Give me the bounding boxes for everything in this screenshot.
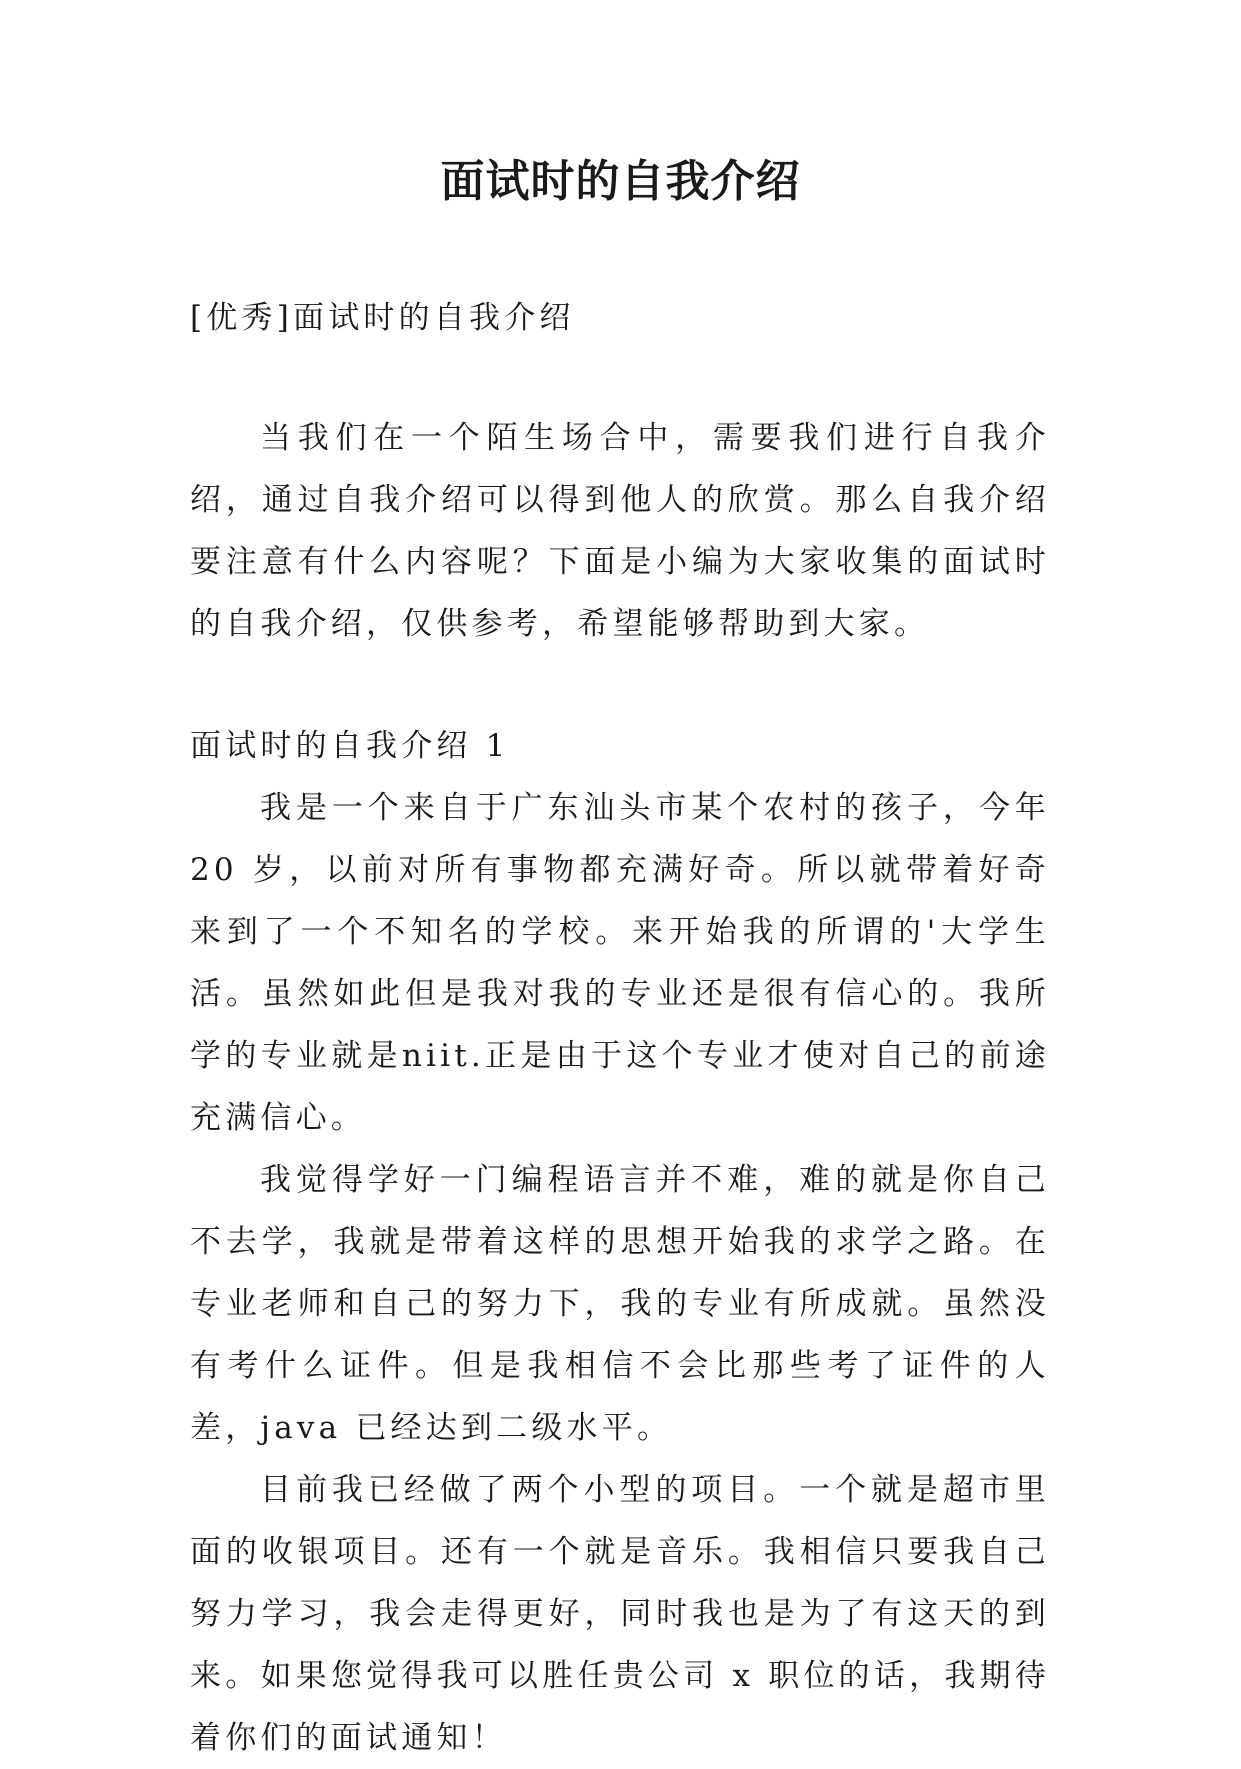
body-paragraph-1: 我是一个来自于广东汕头市某个农村的孩子，今年 20 岁，以前对所有事物都充满好奇。所以就带着好奇来到了一个不知名的学校。来开始我的所谓的'大学生活。虽然如此但是我对我的专业还是很有信心的。我所学的专业就是niit.正是由于这个专业才使对自己的前途充满信心。 [190, 790, 1050, 1136]
document-body [190, 287, 1050, 1769]
body-paragraph-3: 目前我已经做了两个小型的项目。一个就是超市里面的收银项目。还有一个就是音乐。我相信只要我自己努力学习，我会走得更好，同时我也是为了有这天的到来。如果您觉得我可以胜任贵公司 x 职位的话，我期待着你们的面试通知！ [190, 1472, 1050, 1756]
section-heading: 面试时的自我介绍 1 [190, 728, 510, 764]
document-subtitle: [优秀]面试时的自我介绍 [190, 300, 575, 336]
document-title: 面试时的自我介绍 [440, 156, 801, 207]
intro-paragraph: 当我们在一个陌生场合中，需要我们进行自我介绍，通过自我介绍可以得到他人的欣赏。那么自我介绍要注意有什么内容呢？下面是小编为大家收集的面试时的自我介绍，仅供参考，希望能够帮助到大家。 [190, 420, 1050, 642]
body-paragraph-2: 我觉得学好一门编程语言并不难，难的就是你自己不去学，我就是带着这样的思想开始我的求学之路。在专业老师和自己的努力下，我的专业有所成就。虽然没有考什么证件。但是我相信不会比那些考了证件的人差，java 已经达到二级水平。 [190, 1162, 1050, 1446]
